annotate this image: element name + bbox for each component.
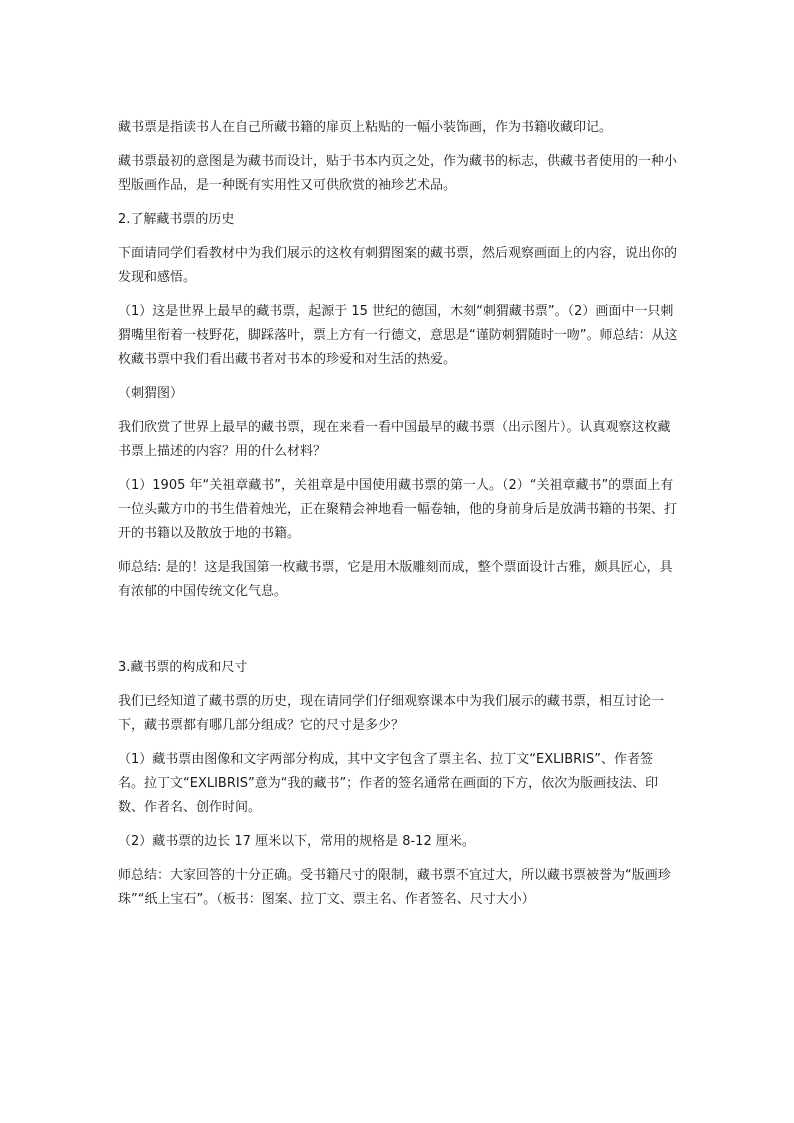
size-answer-paragraph: （2）藏书票的边长 17 厘米以下，常用的规格是 8-12 厘米。 <box>118 834 475 849</box>
intro-definition-paragraph: 藏书票是指读书人在自己所藏书籍的扉页上粘贴的一幅小装饰画，作为书籍收藏印记。 <box>118 120 613 135</box>
history-prompt-paragraph: 下面请同学们看教材中为我们展示的这枚有刺猬图案的藏书票，然后观察画面上的内容，说出你的发现和感悟。 <box>118 246 678 285</box>
china-summary-paragraph: 师总结: 是的！这是我国第一枚藏书票，它是用木版雕刻而成，整个票面设计古雅，颇具匠心，具有浓郁的中国传统文化气息。 <box>118 560 673 599</box>
guan-zuzhang-bookplate-paragraph: （1）1905 年“关祖章藏书”，关祖章是中国使用藏书票的第一人。（2）“关祖章藏书”的票面上有一位头戴方巾的书生借着烛光，正在聚精会神地看一幅卷轴，他的身前身后是放满书籍的书架、打开的书籍以及散放于地的书籍。 <box>118 478 678 541</box>
section-heading-history: 2.了解藏书票的历史 <box>118 212 235 227</box>
section-heading-composition: 3.藏书票的构成和尺寸 <box>118 660 248 675</box>
china-bookplate-prompt-paragraph: 我们欣赏了世界上最早的藏书票，现在来看一看中国最早的藏书票（出示图片）。认真观察这枚藏书票上描述的内容？用的什么材料？ <box>118 420 671 459</box>
final-summary-paragraph: 师总结：大家回答的十分正确。受书籍尺寸的限制，藏书票不宜过大，所以藏书票被誉为“版画珍珠”“纸上宝石”。（板书：图案、拉丁文、票主名、作者签名、尺寸大小） <box>118 868 671 907</box>
document-body <box>118 116 678 912</box>
hedgehog-bookplate-paragraph: （1）这是世界上最早的藏书票，起源于 15 世纪的德国，木刻“刺猬藏书票”。（2）画面中一只刺猬嘴里衔着一枝野花，脚踩落叶，票上方有一行德文，意思是“谨防刺猬随时一吻”。师总结：从这枚藏书票中我们看出藏书者对书本的珍爱和对生活的热爱。 <box>118 304 678 367</box>
hedgehog-image-caption: （刺猬图） <box>118 386 184 401</box>
composition-answer-paragraph: （1）藏书票由图像和文字两部分构成，其中文字包含了票主名、拉丁文“EXLIBRIS”、作者签名。拉丁文“EXLIBRIS”意为“我的藏书”；作者的签名通常在画面的下方，依次为版画技法、印数、作者名、创作时间。 <box>118 752 659 815</box>
composition-prompt-paragraph: 我们已经知道了藏书票的历史，现在请同学们仔细观察课本中为我们展示的藏书票，相互讨论一下，藏书票都有哪几部分组成？它的尺寸是多少？ <box>118 694 665 733</box>
intro-purpose-paragraph: 藏书票最初的意图是为藏书而设计，贴于书本内页之处，作为藏书的标志，供藏书者使用的一种小型版画作品，是一种既有实用性又可供欣赏的袖珍艺术品。 <box>118 154 678 193</box>
